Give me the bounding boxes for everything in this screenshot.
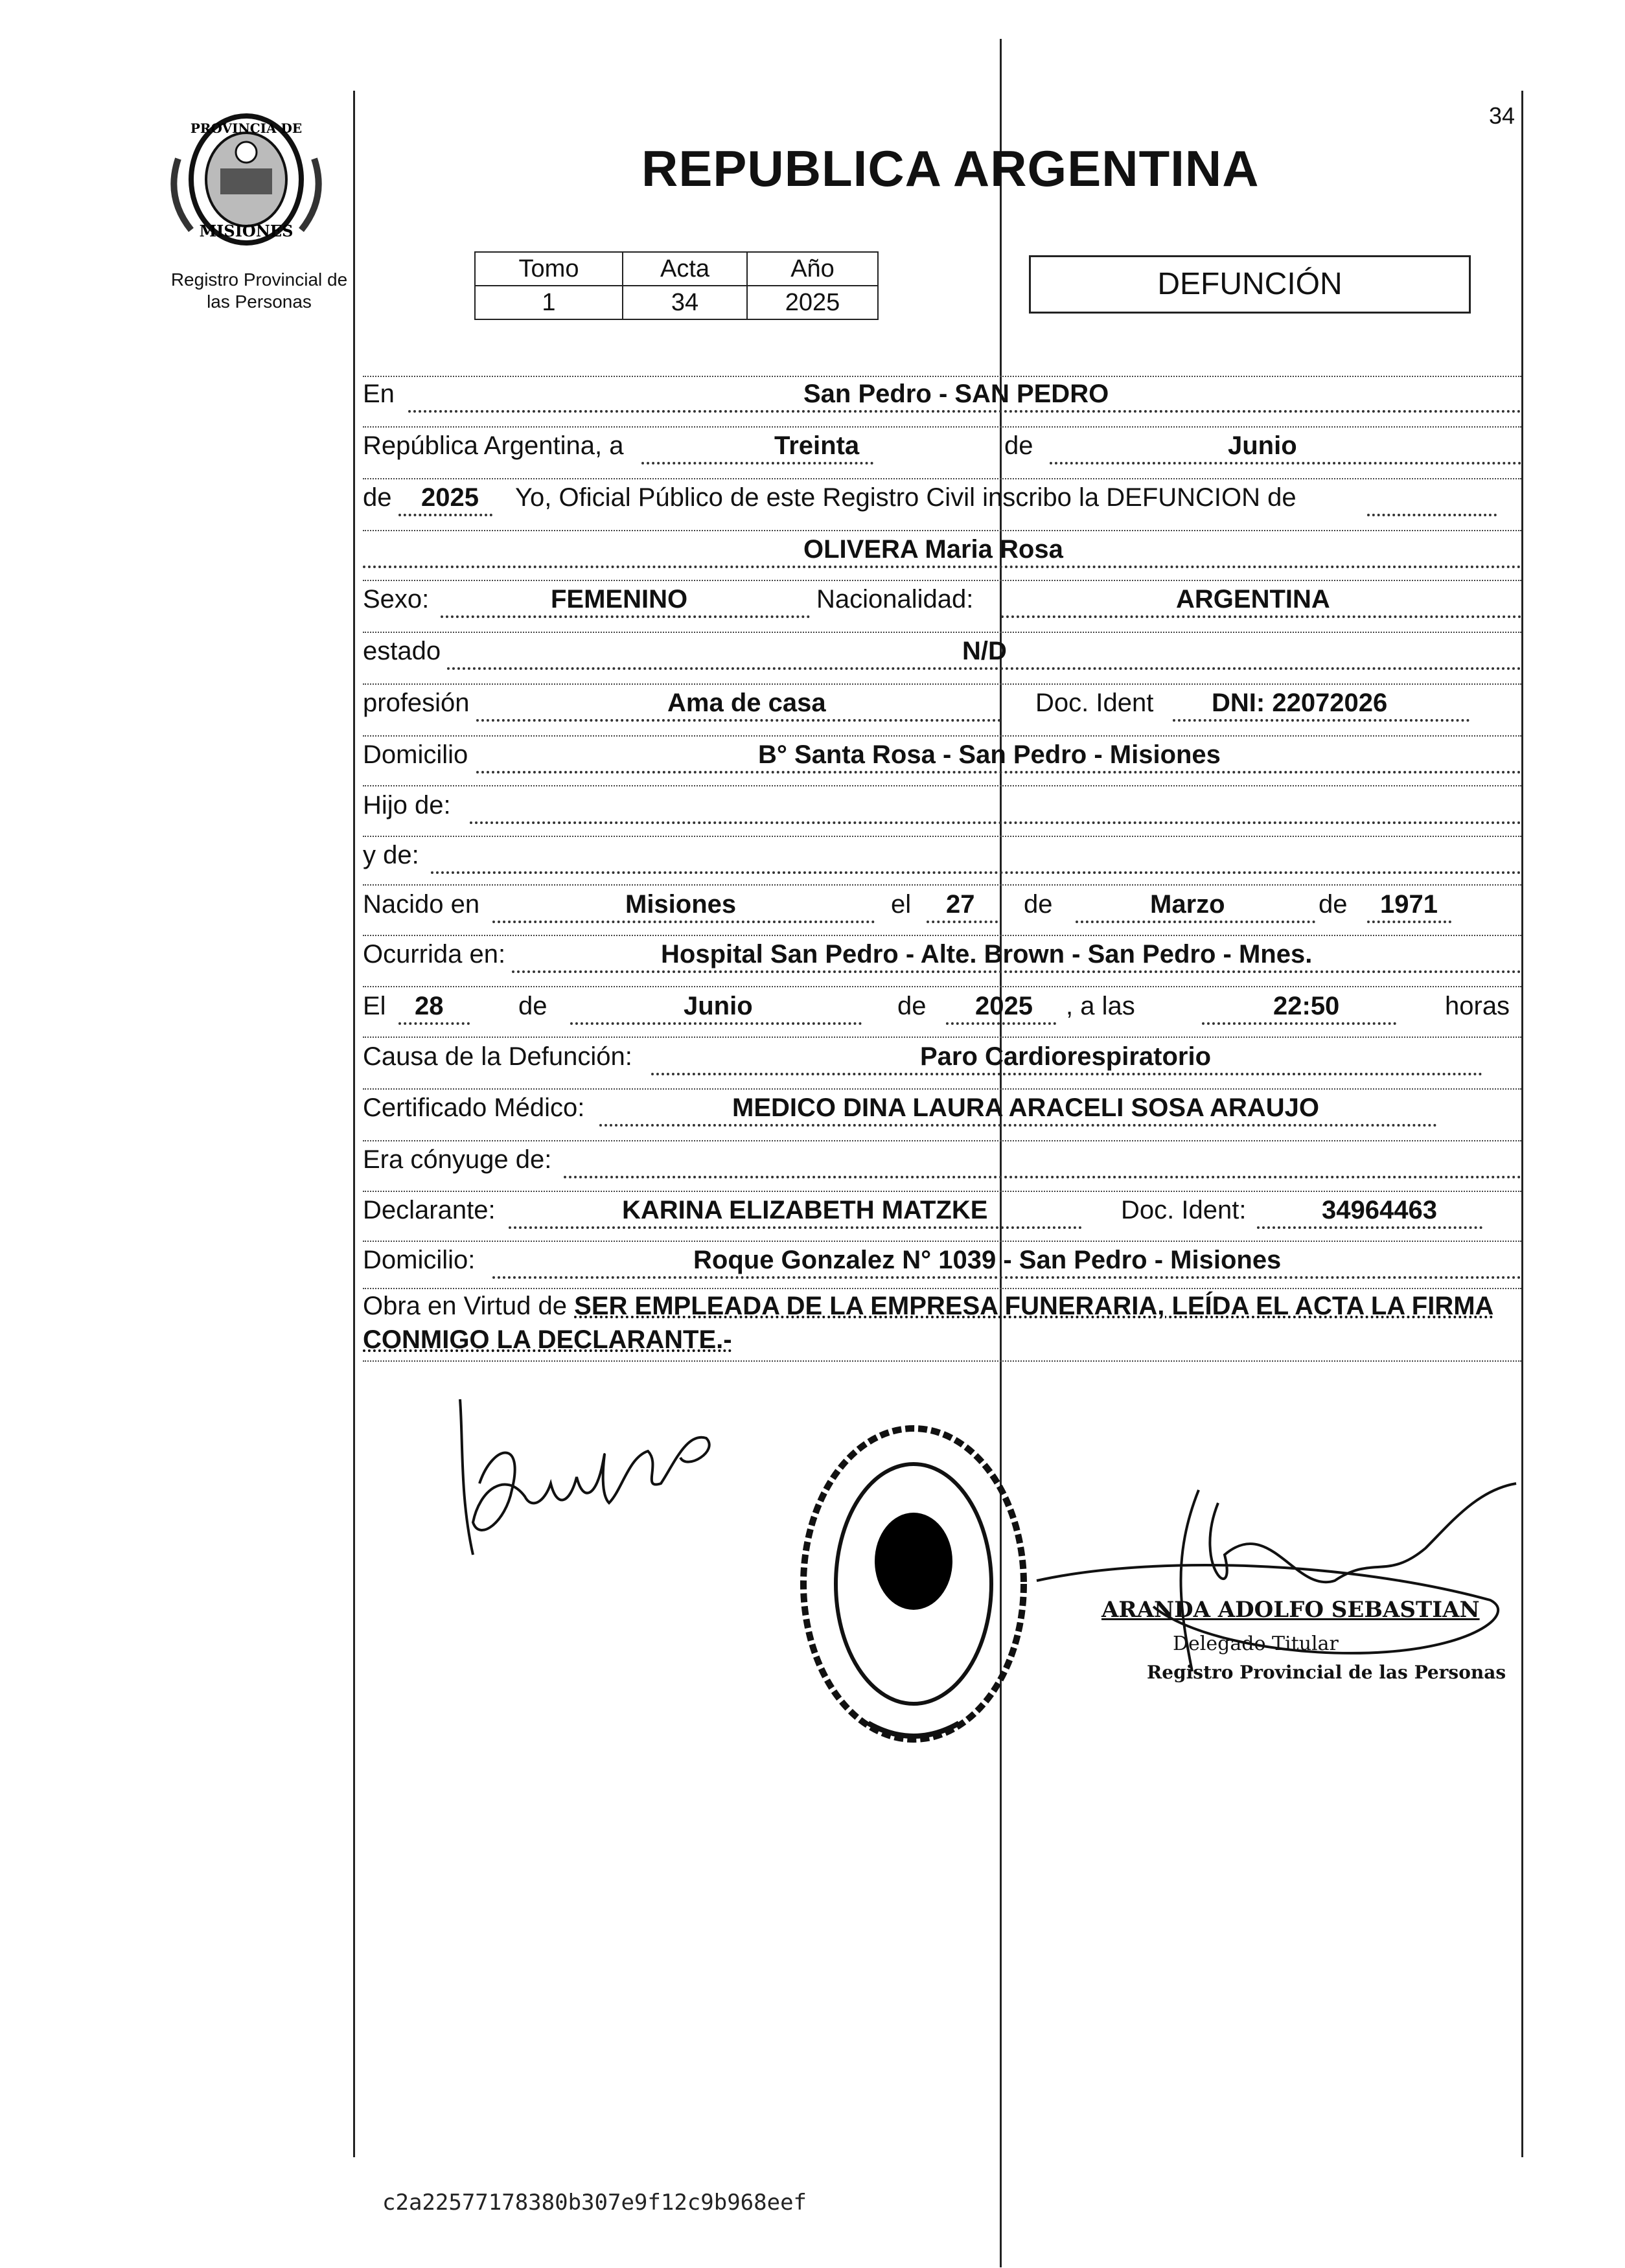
page-number: 34 (1488, 102, 1515, 129)
death-day: 28 (415, 992, 444, 1020)
republica-label: República Argentina, a (363, 431, 624, 460)
dotted-line (398, 1022, 470, 1025)
obra-value: SER EMPLEADA DE LA EMPRESA FUNERARIA, LEÍDA EL ACTA LA FIRMA CONMIGO LA DECLARANTE.- (363, 1292, 1494, 1354)
dotted-line (398, 514, 492, 516)
dotted-line (651, 1073, 1482, 1075)
nacido-label: Nacido en (363, 890, 480, 919)
alas-label: , a las (1066, 992, 1135, 1020)
doc-label: Doc. Ident (1035, 689, 1154, 717)
dotted-line (492, 921, 875, 923)
row-domicilio (363, 733, 1521, 779)
de-label: de (1004, 431, 1033, 460)
obra-text (363, 1289, 1523, 1357)
dotted-line (1050, 462, 1521, 464)
causa-label: Causa de la Defunción: (363, 1042, 632, 1071)
domicilio-label: Domicilio (363, 740, 468, 769)
de-label-2: de (363, 483, 392, 512)
dotted-line (1001, 615, 1521, 618)
row-declarante (363, 1189, 1521, 1234)
birth-year: 1971 (1380, 890, 1438, 919)
row-hijo (363, 784, 1521, 829)
document-hash: c2a22577178380b307e9f12c9b968eef (382, 2190, 807, 2216)
ocurrida-label: Ocurrida en: (363, 940, 506, 968)
dotted-line (476, 771, 1521, 773)
row-causa (363, 1035, 1521, 1081)
sexo-label: Sexo: (363, 585, 430, 613)
row-profesion (363, 682, 1521, 727)
nacido-value: Misiones (625, 890, 737, 919)
seal-text-bottom: MISIONES (199, 222, 294, 240)
left-margin-line (353, 91, 355, 2157)
dotted-line (1173, 719, 1469, 722)
profesion-value: Ama de casa (667, 689, 826, 717)
de-label-6: de (897, 992, 927, 1020)
conyuge-label: Era cónyuge de: (363, 1145, 552, 1174)
nacionalidad-label: Nacionalidad: (816, 585, 974, 613)
row-sexo (363, 578, 1521, 623)
domicilio2-value: Roque Gonzalez N° 1039 - San Pedro - Misiones (693, 1246, 1282, 1274)
dotted-line (1202, 1022, 1396, 1025)
provincial-seal-logo (152, 107, 340, 253)
horas-label: horas (1445, 992, 1510, 1020)
certificado-value: MEDICO DINA LAURA ARACELI SOSA ARAUJO (732, 1094, 1319, 1122)
domicilio2-label: Domicilio: (363, 1246, 476, 1274)
dotted-line (1076, 921, 1315, 923)
estado-value: N/D (962, 637, 1007, 665)
row-divider (363, 1360, 1521, 1362)
right-margin-line (1521, 91, 1523, 2157)
dotted-line (441, 615, 810, 618)
dotted-line (1257, 1226, 1482, 1229)
row-date (363, 424, 1521, 470)
hijo-label: Hijo de: (363, 791, 451, 819)
dotted-line (927, 921, 998, 923)
dotted-line (512, 970, 1521, 973)
dotted-line (1367, 514, 1497, 516)
de-label-5: de (518, 992, 547, 1020)
acta-value: 34 (623, 286, 747, 319)
anio-header: Año (747, 252, 878, 286)
ocurrida-value: Hospital San Pedro - Alte. Brown - San Pedro - Mnes. (661, 940, 1313, 968)
seal-text-top: PROVINCIA DE (190, 120, 303, 136)
nacionalidad-value: ARGENTINA (1176, 585, 1330, 613)
doc-ident-label: Doc. Ident: (1121, 1196, 1247, 1224)
anio-value: 2025 (747, 286, 878, 319)
obra-label: Obra en Virtud de (363, 1292, 568, 1320)
declarante-value: KARINA ELIZABETH MATZKE (622, 1196, 988, 1224)
domicilio-value: B° Santa Rosa - San Pedro - Misiones (758, 740, 1221, 769)
acta-header: Acta (623, 252, 747, 286)
dotted-line (1367, 921, 1451, 923)
dotted-line (408, 410, 1521, 413)
el-cap-label: El (363, 992, 386, 1020)
year-value: 2025 (421, 483, 479, 512)
el-label: el (891, 890, 912, 919)
sexo-value: FEMENINO (551, 585, 688, 613)
certificado-label: Certificado Médico: (363, 1094, 585, 1122)
estado-label: estado (363, 637, 441, 665)
statement-text: Yo, Oficial Público de este Registro Civil inscribo la DEFUNCION de (515, 483, 1297, 512)
dotted-line (641, 462, 873, 464)
death-month: Junio (684, 992, 753, 1020)
row-certificado (363, 1086, 1521, 1132)
de-label-3: de (1024, 890, 1053, 919)
registry-label-line1: Registro Provincial de (170, 269, 348, 290)
yde-label: y de: (363, 841, 419, 869)
declarant-signature (454, 1393, 726, 1574)
dotted-line (492, 1276, 1521, 1279)
officer-registry: Registro Provincial de las Personas (1147, 1662, 1506, 1683)
birth-month: Marzo (1150, 890, 1225, 919)
row-en (363, 372, 1521, 418)
dotted-line (564, 1176, 1521, 1178)
row-yde (363, 834, 1521, 879)
row-estado (363, 630, 1521, 675)
officer-role: Delegado Titular (1173, 1632, 1339, 1655)
death-year: 2025 (975, 992, 1033, 1020)
row-domicilio-2 (363, 1239, 1521, 1284)
dotted-line (476, 719, 1001, 722)
row-nacido (363, 883, 1521, 928)
dotted-line (946, 1022, 1056, 1025)
en-value: San Pedro - SAN PEDRO (803, 380, 1109, 408)
dotted-line (599, 1124, 1437, 1127)
row-statement (363, 476, 1521, 521)
row-conyuge (363, 1138, 1521, 1184)
de-label-4: de (1319, 890, 1348, 919)
month-value: Junio (1228, 431, 1297, 460)
page-title: REPUBLICA ARGENTINA (641, 140, 1260, 197)
dotted-line (570, 1022, 862, 1025)
record-type-box: DEFUNCIÓN (1029, 255, 1471, 314)
birth-day: 27 (946, 890, 975, 919)
official-seal-stamp (790, 1412, 1037, 1756)
dotted-line (431, 871, 1521, 874)
tomo-header: Tomo (475, 252, 623, 286)
registry-label-line2: las Personas (207, 292, 312, 312)
row-death-date (363, 985, 1521, 1030)
declarante-doc: 34964463 (1322, 1196, 1437, 1224)
causa-value: Paro Cardiorespiratorio (920, 1042, 1212, 1071)
deceased-name: OLIVERA Maria Rosa (803, 535, 1063, 564)
profesion-label: profesión (363, 689, 470, 717)
registry-label (136, 269, 382, 313)
dotted-line (447, 667, 1521, 670)
row-deceased-name (363, 528, 1521, 573)
dotted-line (470, 821, 1521, 824)
doc-value: DNI: 22072026 (1212, 689, 1388, 717)
declarante-label: Declarante: (363, 1196, 496, 1224)
row-ocurrida (363, 933, 1521, 978)
officer-name: ARANDA ADOLFO SEBASTIAN (1101, 1597, 1480, 1623)
tomo-value: 1 (475, 286, 623, 319)
dotted-line (363, 566, 1521, 568)
en-label: En (363, 380, 395, 408)
death-time: 22:50 (1273, 992, 1340, 1020)
dotted-line (509, 1226, 1082, 1229)
day-word: Treinta (774, 431, 860, 460)
record-table (474, 251, 879, 320)
